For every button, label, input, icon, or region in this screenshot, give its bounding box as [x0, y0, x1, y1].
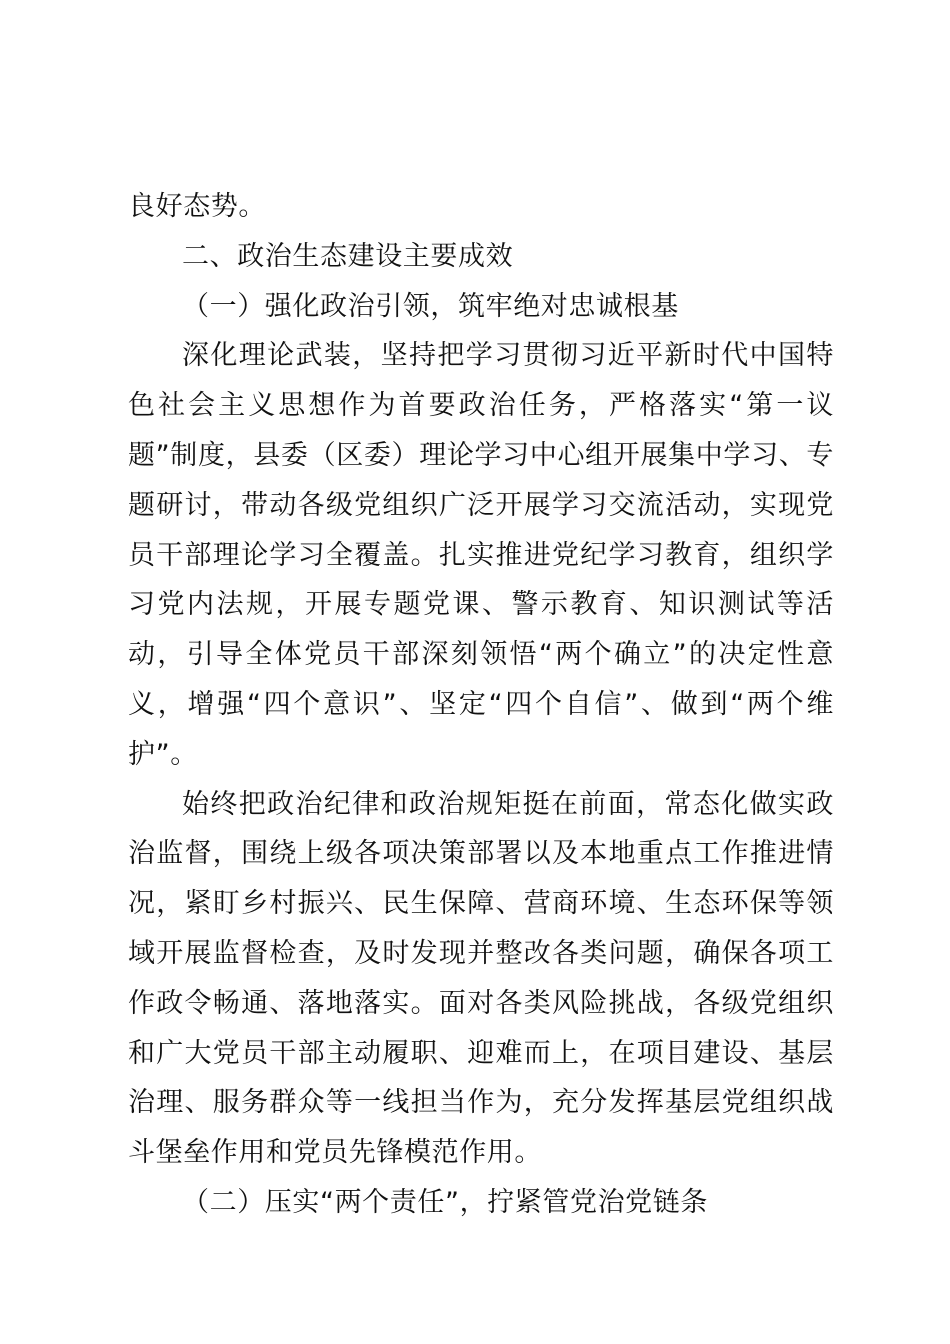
subsection-heading-2: （二）压实“两个责任”，拧紧管党治党链条: [182, 1186, 708, 1218]
section-heading: 二、政治生态建设主要成效: [182, 240, 514, 272]
continuation-text: 良好态势。: [128, 191, 266, 222]
subsection-heading-1: （一）强化政治引领，筑牢绝对忠诚根基: [182, 290, 679, 322]
document-body: [128, 182, 834, 1228]
body-paragraph-1: 深化理论武装，坚持把学习贯彻习近平新时代中国特色社会主义思想作为首要政治任务，严格落实“第一议题”制度，县委（区委）理论学习中心组开展集中学习、专题研讨，带动各级党组织广泛开展学习交流活动，实现党员干部理论学习全覆盖。扎实推进党纪学习教育，组织学习党内法规，开展专题党课、警示教育、知识测试等活动，引导全体党员干部深刻领悟“两个确立”的决定性意义，增强“四个意识”、坚定“四个自信”、做到“两个维护”。: [128, 340, 834, 770]
body-paragraph-2: 始终把政治纪律和政治规矩挺在前面，常态化做实政治监督，围绕上级各项决策部署以及本地重点工作推进情况，紧盯乡村振兴、民生保障、营商环境、生态环保等领域开展监督检查，及时发现并整改各类问题，确保各项工作政令畅通、落地落实。面对各类风险挑战，各级党组织和广大党员干部主动履职、迎难而上，在项目建设、基层治理、服务群众等一线担当作为，充分发挥基层党组织战斗堡垒作用和党员先锋模范作用。: [128, 788, 834, 1169]
